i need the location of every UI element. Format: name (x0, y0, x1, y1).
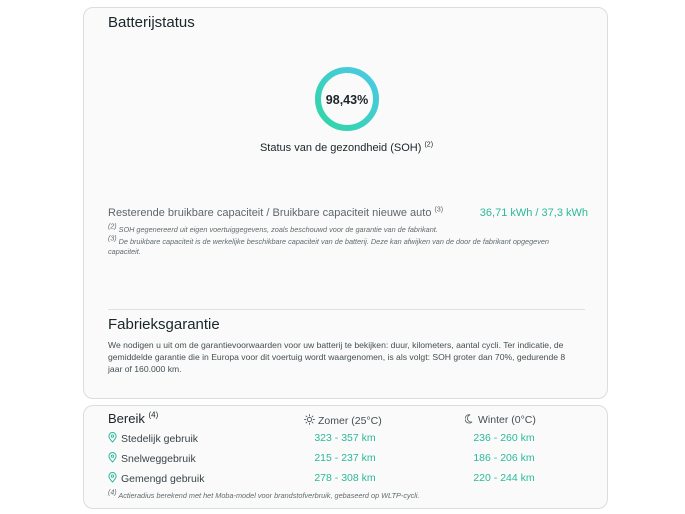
battery-status-card (83, 7, 608, 399)
range-title-ref: (4) (148, 410, 159, 420)
sun-icon (304, 414, 315, 425)
footnote-soh (108, 225, 578, 235)
range-row-label (108, 472, 204, 485)
range-row-summer: 215 - 237 km (314, 452, 376, 464)
summer-header-text: Zomer (25°C) (318, 415, 382, 427)
footnote-soh-ref: (2) (108, 223, 117, 231)
soh-label (84, 142, 609, 154)
range-row-winter: 236 - 260 km (473, 432, 535, 444)
footnote-soh-text: SOH gegenereerd uit eigen voertuiggegevens, zoals beschouwd voor de garantie van de fabrikant. (118, 225, 438, 234)
range-row-label (108, 432, 198, 445)
range-card (83, 405, 608, 509)
range-row-summer: 323 - 357 km (314, 432, 376, 444)
range-title (108, 411, 158, 426)
capacity-row (108, 207, 588, 223)
footnote-range-text: Actieradius berekend met het Moba-model voor brandstofverbruik, gebaseerd op WLTP-cycli. (118, 491, 420, 500)
footnote-capacity-ref: (3) (108, 235, 117, 243)
footnote-capacity-text: De bruikbare capaciteit is de werkelijke beschikbare capaciteit van de batterij. Deze kan afwijken van de door de fabrikant opgegeven capaciteit. (108, 237, 549, 256)
range-row-label-text: Snelweggebruik (121, 453, 196, 465)
battery-status-title: Batterijstatus (108, 14, 195, 31)
soh-label-text: Status van de gezondheid (SOH) (259, 142, 422, 154)
capacity-label (108, 207, 443, 219)
footnote-range (108, 491, 578, 501)
location-pin-icon (108, 452, 117, 463)
soh-label-ref: (2) (424, 141, 434, 149)
capacity-label-text: Resterende bruikbare capaciteit / Bruikbare capaciteit nieuwe auto (108, 207, 432, 219)
footnote-range-ref: (4) (108, 489, 117, 497)
winter-header (465, 414, 536, 426)
capacity-label-ref: (3) (434, 206, 444, 214)
range-row-label (108, 452, 196, 465)
range-row-winter: 186 - 206 km (473, 452, 535, 464)
range-title-text: Bereik (108, 411, 145, 426)
footnote-capacity (108, 237, 578, 257)
range-row-summer: 278 - 308 km (314, 472, 376, 484)
warranty-title: Fabrieksgarantie (108, 316, 220, 333)
moon-icon (465, 414, 475, 424)
section-divider (108, 309, 585, 310)
location-pin-icon (108, 432, 117, 443)
warranty-text: We nodigen u uit om de garantievoorwaarden voor uw batterij te bekijken: duur, kilometers, aantal cycli. Ter indicatie, de gemiddelde garantie die in Europa voor dit voertuig wordt waargenomen, is als volgt: SOH groter dan 70%, gedurende 8 jaar of 160.000 km. (108, 340, 566, 374)
soh-value: 98,43% (325, 93, 369, 107)
range-row-winter: 220 - 244 km (473, 472, 535, 484)
winter-header-text: Winter (0°C) (478, 414, 536, 426)
range-row-label-text: Stedelijk gebruik (121, 433, 199, 445)
summer-header (304, 414, 382, 427)
location-pin-icon (108, 472, 117, 483)
capacity-value: 36,71 kWh / 37,3 kWh (479, 207, 588, 219)
range-row-label-text: Gemengd gebruik (121, 473, 205, 485)
